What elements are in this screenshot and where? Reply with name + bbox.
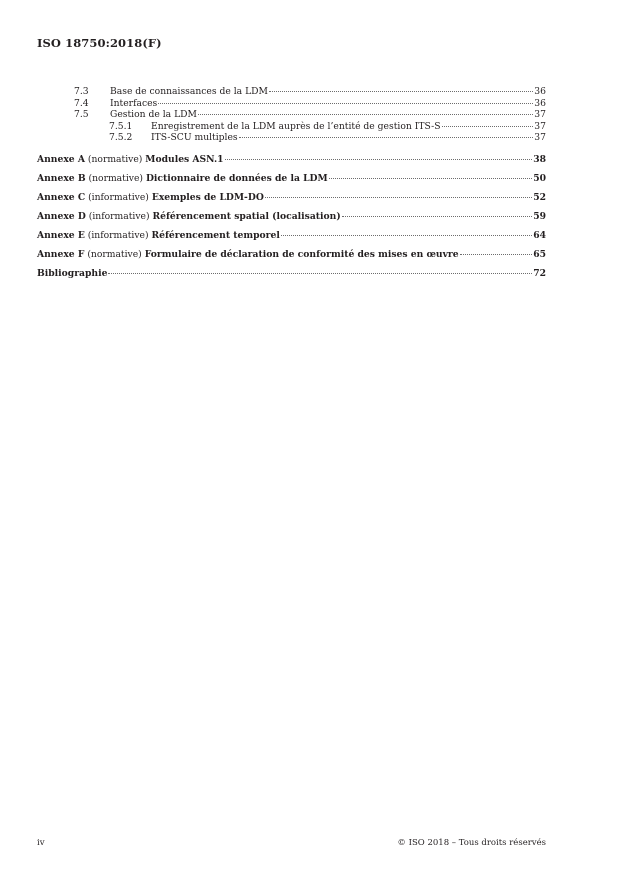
toc-entry-number: 7.5 <box>74 109 89 121</box>
toc-entry-page: 52 <box>533 191 546 203</box>
toc-entry-7-4[interactable] <box>37 98 546 110</box>
annex-label: Annexe B <box>37 172 86 184</box>
toc-entry-annex-f[interactable] <box>37 245 546 264</box>
toc-entry-annex-a[interactable] <box>37 150 546 169</box>
annex-title: Référencement temporel <box>151 229 280 241</box>
toc-entry-title: Base de connaissances de la LDM <box>110 86 268 97</box>
annex-title: Modules ASN.1 <box>145 153 224 165</box>
annex-type: (normative) <box>88 172 144 184</box>
annex-title: Exemples de LDM-DO <box>151 191 264 203</box>
dot-leader <box>239 137 534 138</box>
dot-leader <box>265 197 532 198</box>
annex-label: Annexe A <box>37 153 85 165</box>
annex-label: Annexe D <box>37 210 86 222</box>
dot-leader <box>108 273 532 274</box>
dot-leader <box>460 254 533 255</box>
dot-leader <box>225 159 533 160</box>
annex-label: Annexe F <box>37 248 85 260</box>
toc-entry-title: Gestion de la LDM <box>110 109 197 121</box>
toc-entry-page: 59 <box>533 210 546 222</box>
annex-title: Référencement spatial (localisation) <box>152 210 341 222</box>
dot-leader <box>269 91 533 92</box>
toc-entry-page: 64 <box>533 229 546 241</box>
annex-type: (normative) <box>87 153 143 165</box>
toc-entry-page: 37 <box>534 109 546 121</box>
annex-label: Annexe C <box>37 191 86 203</box>
toc-entry-bibliography[interactable] <box>37 264 546 283</box>
annex-label: Annexe E <box>37 229 85 241</box>
toc-entry-page: 37 <box>534 132 546 144</box>
document-header: ISO 18750:2018(F) <box>37 36 162 50</box>
toc-entry-number: 7.5.2 <box>109 132 133 144</box>
bibliography-title: Bibliographie <box>37 267 108 279</box>
toc-entry-page: 36 <box>534 97 546 109</box>
annex-type: (informative) <box>87 229 149 241</box>
dot-leader <box>198 114 533 115</box>
annex-title: Formulaire de déclaration de conformité des mises en œuvre <box>144 248 459 260</box>
toc-entry-7-5-2[interactable] <box>37 132 546 144</box>
toc-entry-title: Enregistrement de la LDM auprès de l’entité de gestion ITS-S <box>151 120 441 132</box>
toc-entry-number: 7.5.1 <box>109 120 133 132</box>
annex-type: (informative) <box>88 210 150 222</box>
toc-entry-page: 38 <box>533 153 546 165</box>
toc-entry-title: ITS-SCU multiples <box>151 132 238 144</box>
toc-entry-7-5[interactable] <box>37 109 546 121</box>
dot-leader <box>158 103 533 104</box>
toc-entry-title: Interfaces <box>110 97 158 109</box>
table-of-contents <box>37 86 546 283</box>
dot-leader <box>281 235 532 236</box>
footer-page-number: iv <box>37 838 45 848</box>
toc-entry-7-3[interactable] <box>37 86 546 98</box>
toc-entry-page: 37 <box>534 120 546 132</box>
toc-entry-number: 7.4 <box>74 97 89 109</box>
toc-entry-page: 36 <box>534 86 546 97</box>
footer-copyright: © ISO 2018 – Tous droits réservés <box>397 838 546 848</box>
dot-leader <box>329 178 533 179</box>
toc-entry-7-5-1[interactable] <box>37 121 546 133</box>
toc-entry-page: 65 <box>533 248 546 260</box>
toc-entry-page: 72 <box>533 267 546 279</box>
dot-leader <box>442 126 534 127</box>
toc-entry-annex-e[interactable] <box>37 226 546 245</box>
toc-entry-page: 50 <box>533 172 546 184</box>
toc-entry-annex-c[interactable] <box>37 188 546 207</box>
toc-entry-annex-b[interactable] <box>37 169 546 188</box>
annex-title: Dictionnaire de données de la LDM <box>145 172 328 184</box>
toc-entry-annex-d[interactable] <box>37 207 546 226</box>
annex-type: (informative) <box>88 191 149 203</box>
toc-entry-number: 7.3 <box>74 86 89 97</box>
dot-leader <box>342 216 533 217</box>
annex-type: (normative) <box>87 248 142 260</box>
